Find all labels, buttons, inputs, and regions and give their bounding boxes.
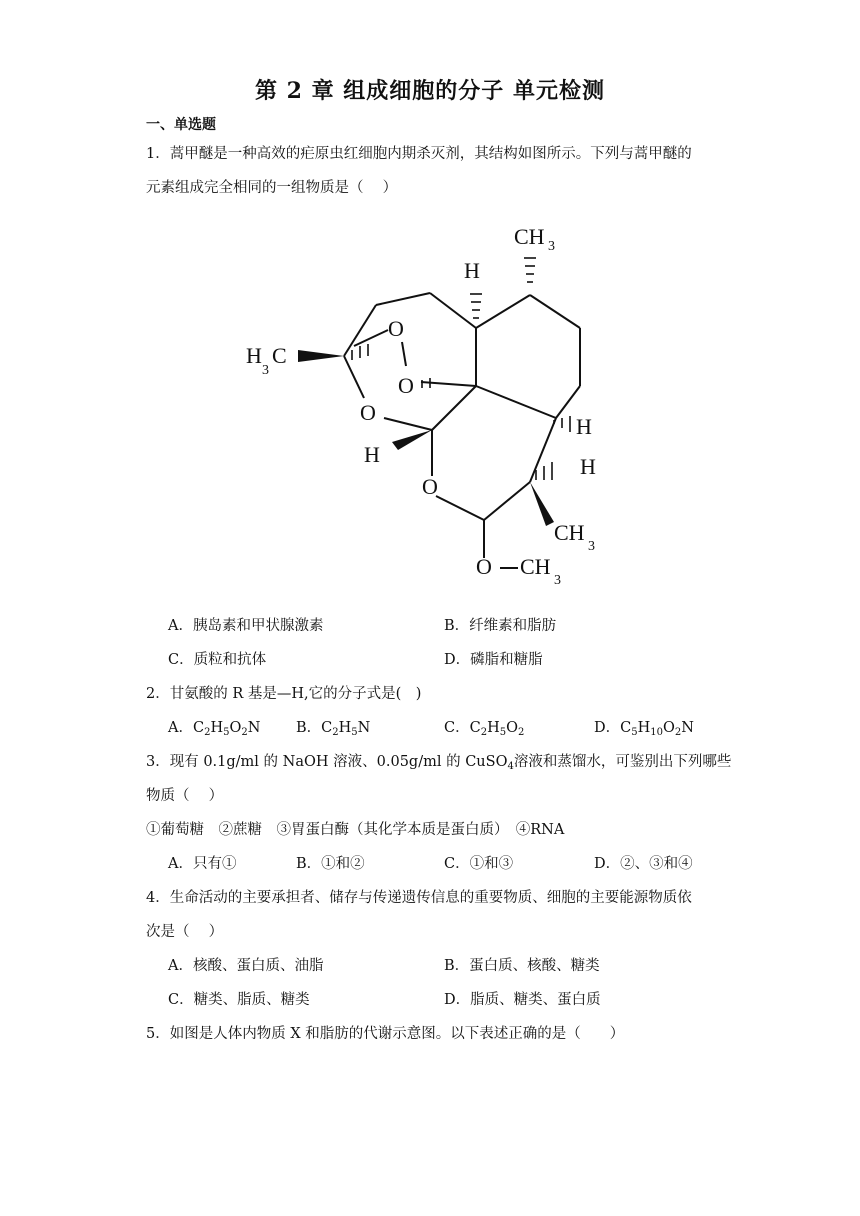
section-heading: 一、单选题 bbox=[146, 117, 216, 133]
oxygen-label-2: O bbox=[398, 373, 414, 398]
h-right-label-2: H bbox=[580, 454, 596, 479]
q4-option-a[interactable]: A．核酸、蛋白质、油脂 bbox=[168, 958, 324, 974]
q2-option-d[interactable]: D．$C_5H_{10}O_2N$ bbox=[594, 720, 694, 738]
ch3-top-subscript: 3 bbox=[548, 239, 555, 254]
q3-option-b[interactable]: B．①和② bbox=[296, 856, 365, 872]
q4-stem-line-2: 次是（ ） bbox=[146, 924, 224, 940]
h3c-c-label: C bbox=[272, 343, 287, 368]
q3-option-d[interactable]: D．②、③和④ bbox=[594, 856, 693, 872]
q2-option-c[interactable]: C．$C_2H_5O_2$ bbox=[444, 720, 525, 738]
ch3-right-subscript: 3 bbox=[588, 539, 595, 554]
q2-option-a[interactable]: A．$C_2H_5O_2N$ bbox=[168, 720, 261, 738]
oxygen-label-1: O bbox=[388, 316, 404, 341]
q4-option-b[interactable]: B．蛋白质、核酸、糖类 bbox=[444, 958, 600, 974]
ring-oxygen-label: O bbox=[422, 474, 438, 499]
methoxy-subscript: 3 bbox=[554, 573, 561, 588]
methoxy-ch-label: CH bbox=[520, 554, 551, 579]
oxygen-label-3: O bbox=[360, 400, 376, 425]
q4-option-c[interactable]: C．糖类、脂质、糖类 bbox=[168, 992, 310, 1008]
q1-option-b[interactable]: B．纤维素和脂肪 bbox=[444, 618, 557, 634]
q1-stem-line-1: 1．蒿甲醚是一种高效的疟原虫红细胞内期杀灭剂，其结构如图所示。下列与蒿甲醚的 bbox=[146, 146, 692, 162]
q3-stem-line-1: 3．现有 0.1g/ml 的 NaOH 溶液、0.05g/ml 的 CuSO$_4$溶液和蒸馏水，可鉴别出下列哪些 bbox=[146, 754, 732, 772]
q5-stem: 5．如图是人体内物质 X 和脂肪的代谢示意图。以下表述正确的是（ ） bbox=[146, 1026, 625, 1042]
page-title: 第 2 章 组成细胞的分子 单元检测 bbox=[255, 78, 605, 104]
h3c-h-label: H bbox=[246, 343, 262, 368]
q1-option-d[interactable]: D．磷脂和糖脂 bbox=[444, 652, 543, 668]
h-top-label: H bbox=[464, 258, 480, 283]
ch3-right-label: CH bbox=[554, 520, 585, 545]
q4-option-d[interactable]: D．脂质、糖类、蛋白质 bbox=[444, 992, 601, 1008]
artemether-structure-diagram bbox=[236, 218, 616, 590]
h-right-label-1: H bbox=[576, 414, 592, 439]
q3-option-a[interactable]: A．只有① bbox=[168, 856, 237, 872]
q3-stem-line-2: 物质（ ） bbox=[146, 788, 224, 804]
ch3-top-label: CH bbox=[514, 224, 545, 249]
methoxy-oxygen-label: O bbox=[476, 554, 492, 579]
h3c-subscript: 3 bbox=[262, 363, 269, 378]
q1-option-a[interactable]: A．胰岛素和甲状腺激素 bbox=[168, 618, 324, 634]
q2-option-b[interactable]: B．$C_2H_5N$ bbox=[296, 720, 371, 738]
q1-option-c[interactable]: C．质粒和抗体 bbox=[168, 652, 267, 668]
q1-stem-line-2: 元素组成完全相同的一组物质是（ ） bbox=[146, 180, 398, 196]
q2-stem: 2．甘氨酸的 R 基是—H,它的分子式是( ) bbox=[146, 686, 422, 702]
q3-items-line: ①葡萄糖 ②蔗糖 ③胃蛋白酶（其化学本质是蛋白质） ④RNA bbox=[146, 822, 565, 838]
q4-stem-line-1: 4．生命活动的主要承担者、储存与传递遗传信息的重要物质、细胞的主要能源物质依 bbox=[146, 890, 692, 906]
q3-option-c[interactable]: C．①和③ bbox=[444, 856, 514, 872]
h-left-label: H bbox=[364, 442, 380, 467]
